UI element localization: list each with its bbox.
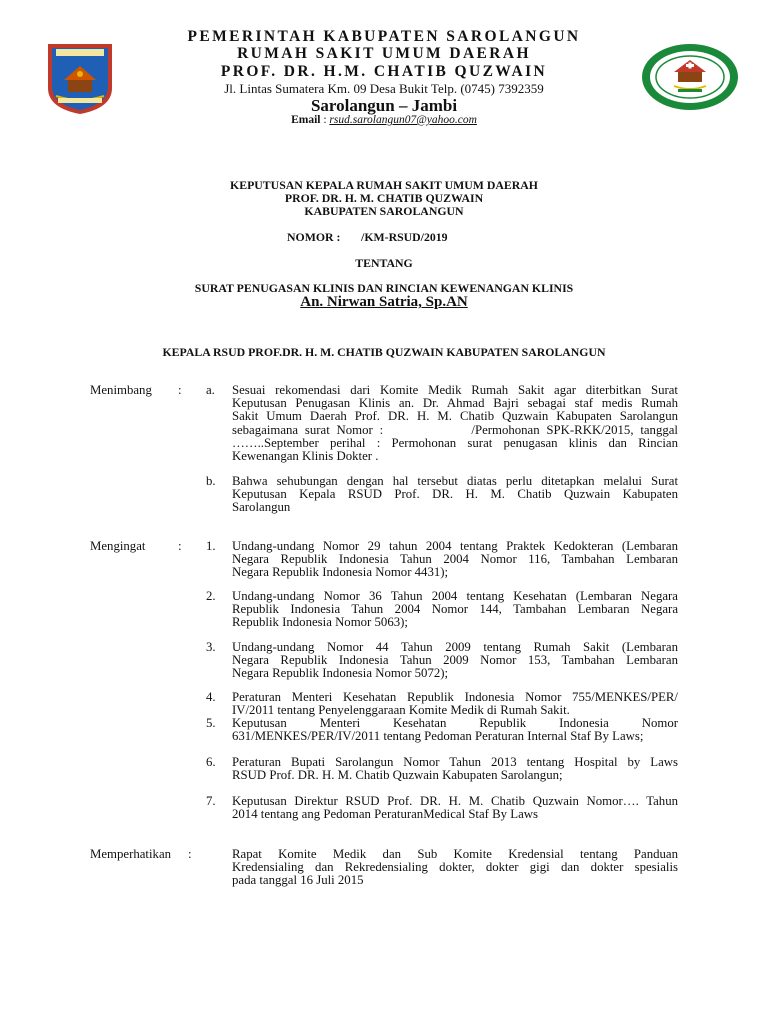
- mengingat-label: Mengingat: [90, 539, 146, 553]
- text-line: IV/2011 tentang Penyelenggaraan Komite Medik di Rumah Sakit.: [232, 703, 570, 718]
- memperhatikan-text: [232, 848, 678, 888]
- mengingat-item-3: [232, 641, 678, 681]
- menimbang-b-num: b.: [206, 474, 216, 488]
- decree-title-line-2: PROF. DR. H. M. CHATIB QUZWAIN: [284, 191, 484, 205]
- text-line: 631/MENKES/PER/IV/2011 tentang Pedoman Peraturan Internal Staf By Laws;: [232, 729, 644, 744]
- mengingat-item-num: 2.: [206, 589, 216, 603]
- mengingat-item-num: 3.: [206, 640, 216, 654]
- text-line: Sakit Umum Daerah Prof. DR. H. M. Chatib Quzwain Kabupaten Sarolangun: [232, 409, 678, 424]
- decree-subject: SURAT PENUGASAN KLINIS DAN RINCIAN KEWENANGAN KLINIS: [194, 281, 574, 295]
- decree-number: NOMOR : /KM-RSUD/2019: [287, 230, 448, 244]
- letterhead-line-3: PROF. DR. H.M. CHATIB QUZWAIN: [220, 63, 548, 80]
- text-line: pada tanggal 16 Juli 2015: [232, 873, 364, 888]
- text-line: Undang-undang Nomor 36 Tahun 2004 tentang Kesehatan (Lembaran Negara: [232, 589, 678, 603]
- text-line: Undang-undang Nomor 29 tahun 2004 tentang Praktek Kedokteran (Lembaran: [232, 539, 678, 553]
- letterhead-line-1: PEMERINTAH KABUPATEN SAROLANGUN: [187, 28, 581, 45]
- text-line: Keputusan Menteri Kesehatan Republik Indonesia Nomor: [232, 716, 678, 730]
- email-link[interactable]: rsud.sarolangun07@yahoo.com: [329, 114, 477, 126]
- text-line: sebagaimana surat Nomor : /Permohonan SPK-RKK/2015, tanggal: [232, 422, 678, 437]
- menimbang-a-num: a.: [206, 383, 215, 397]
- mengingat-item-2: [232, 590, 678, 630]
- text-line: Republik Indonesia Nomor 5063);: [232, 615, 408, 630]
- text-line: Keputusan Kepala RSUD Prof. DR. H. M. Chatib Quzwain Kabupaten: [232, 487, 678, 502]
- mengingat-item-num: 7.: [206, 794, 216, 808]
- mengingat-colon: :: [178, 539, 182, 553]
- decree-tentang: TENTANG: [355, 256, 413, 270]
- email-separator: :: [320, 114, 330, 126]
- text-line: Kredensialing dan Rekredensialing dokter, dokter gigi dan dokter spesialis: [232, 860, 678, 875]
- letterhead-email: [0, 114, 768, 126]
- mengingat-item-num: 6.: [206, 755, 216, 769]
- text-line: Sarolangun: [232, 500, 291, 515]
- text-line: ……..September perihal : Permohonan surat penugasan klinis dan Rincian: [232, 435, 678, 450]
- mengingat-item-1: [232, 540, 678, 580]
- text-line: Negara Republik Indonesia Tahun 2004 Nomor 116, Tambahan Lembaran: [232, 552, 678, 567]
- text-line: Bahwa sehubungan dengan hal tersebut diatas perlu ditetapkan melalui Surat: [232, 474, 678, 488]
- mengingat-item-num: 5.: [206, 716, 216, 730]
- mengingat-item-4: [232, 691, 678, 717]
- letterhead-line-2: RUMAH SAKIT UMUM DAERAH: [237, 45, 531, 62]
- text-line: Peraturan Bupati Sarolangun Nomor Tahun 2013 tentang Hospital by Laws: [232, 755, 678, 769]
- text-line: Negara Republik Indonesia Nomor 4431);: [232, 565, 449, 580]
- decree-title-line-1: KEPUTUSAN KEPALA RUMAH SAKIT UMUM DAERAH: [230, 178, 538, 192]
- text-line: Kewenangan Klinis Dokter .: [232, 449, 379, 464]
- memperhatikan-label: Memperhatikan: [90, 847, 172, 861]
- menimbang-b-text: [232, 475, 678, 515]
- mengingat-item-num: 4.: [206, 690, 216, 704]
- decree-issuer: KEPALA RSUD PROF.DR. H. M. CHATIB QUZWAIN KABUPATEN SAROLANGUN: [162, 345, 606, 359]
- decree-title-line-3: KABUPATEN SAROLANGUN: [304, 204, 464, 218]
- text-line: Republik Indonesia Tahun 2004 Nomor 144, Tambahan Lembaran Negara: [232, 602, 678, 617]
- text-line: Keputusan Direktur RSUD Prof. DR. H. M. Chatib Quzwain Nomor…. Tahun: [232, 794, 678, 808]
- text-line: RSUD Prof. DR. H. M. Chatib Quzwain Kabupaten Sarolangun;: [232, 768, 563, 783]
- text-line: Negara Republik Indonesia Nomor 5072);: [232, 666, 449, 681]
- decree-person-name: An. Nirwan Satria, Sp.AN: [300, 294, 468, 310]
- text-line: Peraturan Menteri Kesehatan Republik Indonesia Nomor 755/MENKES/PER/: [232, 690, 678, 704]
- mengingat-item-num: 1.: [206, 539, 216, 553]
- text-line: Keputusan Penugasan Klinis an. Dr. Ahmad Bajri sebagai staf medis Rumah: [232, 396, 678, 411]
- text-line: Rapat Komite Medik dan Sub Komite Kredensial tentang Panduan: [232, 847, 678, 861]
- letterhead-city: Sarolangun – Jambi: [310, 96, 458, 115]
- mengingat-item-6: [232, 756, 678, 782]
- email-label: Email: [291, 114, 321, 126]
- text-line: Undang-undang Nomor 44 Tahun 2009 tentang Rumah Sakit (Lembaran: [232, 640, 678, 654]
- text-line: 2014 tentang ang Pedoman PeraturanMedical Staf By Laws: [232, 807, 538, 822]
- mengingat-item-5: [232, 717, 678, 743]
- letterhead-address: Jl. Lintas Sumatera Km. 09 Desa Bukit Telp. (0745) 7392359: [224, 81, 544, 96]
- mengingat-item-7: [232, 795, 678, 821]
- text-line: Sesuai rekomendasi dari Komite Medik Rumah Sakit agar diterbitkan Surat: [232, 383, 678, 397]
- menimbang-label: Menimbang: [90, 383, 152, 397]
- memperhatikan-colon: :: [188, 847, 192, 861]
- menimbang-a-text: [232, 384, 678, 463]
- menimbang-colon: :: [178, 383, 182, 397]
- text-line: Negara Republik Indonesia Tahun 2009 Nomor 153, Tambahan Lembaran: [232, 653, 678, 668]
